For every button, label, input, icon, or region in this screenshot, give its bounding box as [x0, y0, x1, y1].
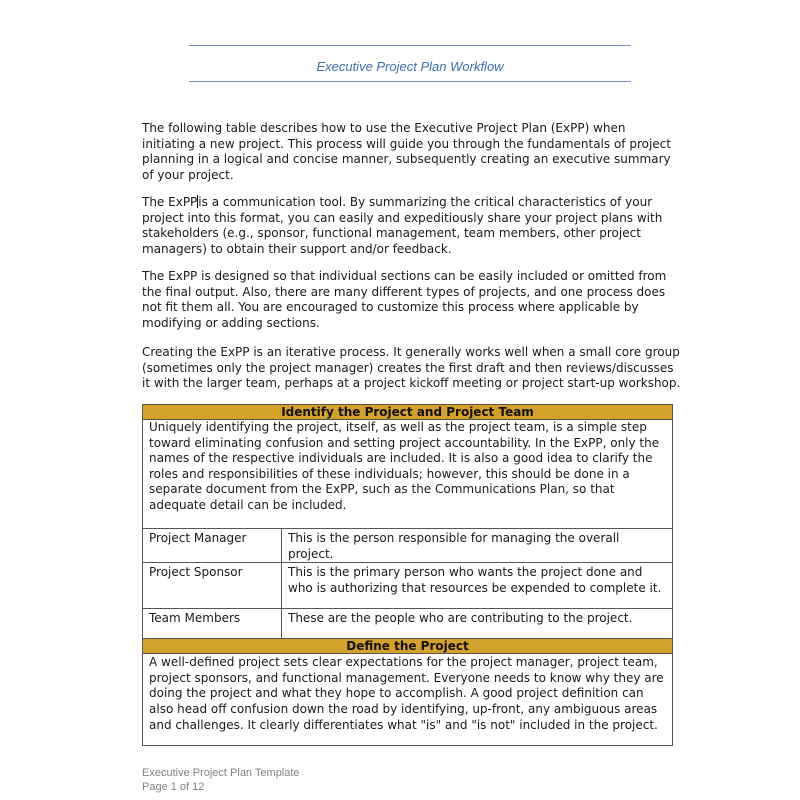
- section-header-identify: [143, 405, 673, 420]
- table-row: [143, 529, 673, 563]
- table-row: [143, 609, 673, 639]
- intro-paragraph-2-lead: The ExPP: [142, 195, 198, 209]
- section-description-identify: Uniquely identifying the project, itself, as well as the project team, is a simple step toward eliminating confusion and setting project accountability. In the ExPP, only the names of the respective individuals are included. It is also a good idea to clarify the roles and responsibilities of these individuals; however, this should be done in a separate document from the ExPP, such as the Communications Plan, so that adequate detail can be included.: [143, 420, 673, 529]
- role-cell: Project Manager: [143, 529, 282, 563]
- header-rule-bottom: [189, 81, 631, 82]
- section-description-row: [143, 420, 673, 529]
- header-rule-top: [189, 45, 631, 46]
- role-cell: Team Members: [143, 609, 282, 639]
- role-description-cell: This is the person responsible for managing the overall project.: [282, 529, 673, 563]
- document-title: Executive Project Plan Workflow: [316, 59, 504, 74]
- section-description-define: A well-defined project sets clear expectations for the project manager, project team, project sponsors, and functional management. Everyone needs to know why they are doing the project and what they hope to accomplish. A good project definition can also head off confusion down the road by identifying, up-front, any ambiguous areas and challenges. It clearly differentiates what "is" and "is not" included in the project.: [143, 654, 673, 746]
- intro-paragraph-2: [142, 195, 682, 257]
- footer-template-name: Executive Project Plan Template: [142, 767, 300, 779]
- role-description-cell: These are the people who are contributing to the project.: [282, 609, 673, 639]
- footer-page-number: Page 1 of 12: [142, 781, 205, 793]
- role-description-cell: This is the primary person who wants the project done and who is authorizing that resources be expended to complete it.: [282, 563, 673, 609]
- intro-paragraph-1: The following table describes how to use the Executive Project Plan (ExPP) when initiating a new project. This process will guide you through the fundamentals of project planning in a logical and concise manner, subsequently creating an executive summary of your project.: [142, 121, 671, 182]
- page-footer: [142, 766, 300, 794]
- intro-paragraph-2-body: is a communication tool. By summarizing the critical characteristics of your project into this format, you can easily and expeditiously share your project plans with stakeholders (e.g., sponsor, functional management, team members, other project managers) to obtain their support and/or feedback.: [142, 195, 663, 256]
- intro-paragraph-3: The ExPP is designed so that individual sections can be easily included or omitted from the final output. Also, there are many different types of projects, and one process does not fit them all. You are encouraged to customize this process where applicable by modifying or adding sections.: [142, 269, 667, 330]
- role-cell: Project Sponsor: [143, 563, 282, 609]
- intro-paragraph-4: Creating the ExPP is an iterative process. It generally works well when a small core group (sometimes only the project manager) creates the first draft and then reviews/discusses it with the larger team, perhaps at a project kickoff meeting or project start-up workshop.: [142, 345, 681, 391]
- section-heading-define: Define the Project: [143, 639, 673, 654]
- section-heading-identify: Identify the Project and Project Team: [143, 405, 673, 420]
- section-header-define: [143, 639, 673, 654]
- workflow-table: [142, 404, 673, 746]
- table-row: [143, 563, 673, 609]
- section-description-row: [143, 654, 673, 746]
